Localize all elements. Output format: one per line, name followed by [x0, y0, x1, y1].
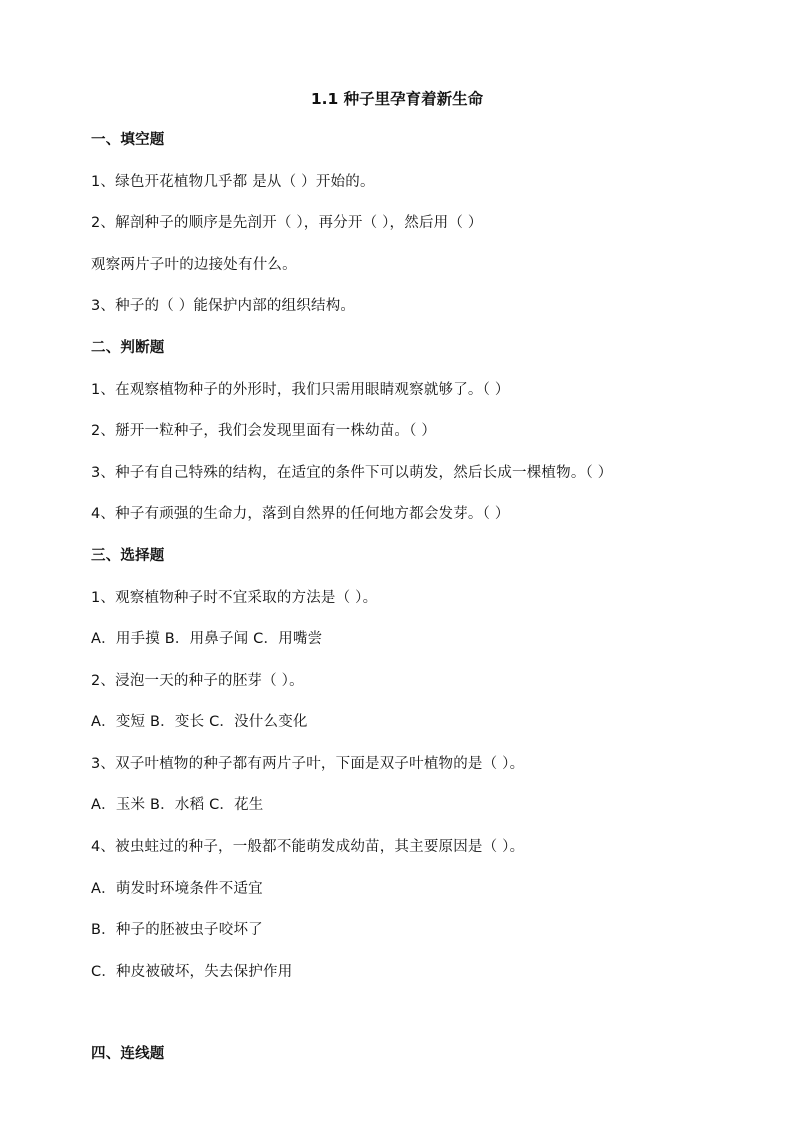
fill-blank-question-2: 2、解剖种子的顺序是先剖开（ ），再分开（ ），然后用（ ）	[91, 215, 483, 231]
choice-question-3: 3、双子叶植物的种子都有两片子叶，下面是双子叶植物的是（ ）。	[91, 756, 525, 772]
section-heading-matching: 四、连线题	[91, 1046, 165, 1062]
choice-question-3-options: A．玉米 B．水稻 C．花生	[91, 797, 264, 813]
choice-question-4-option-b: B．种子的胚被虫子咬坏了	[91, 922, 263, 938]
section-heading-true-false: 二、判断题	[91, 340, 165, 356]
choice-question-4-option-a: A．萌发时环境条件不适宜	[91, 881, 263, 897]
true-false-question-3: 3、种子有自己特殊的结构，在适宜的条件下可以萌发，然后长成一棵植物。（ ）	[91, 465, 613, 481]
choice-question-1-options: A．用手摸 B．用鼻子闻 C．用嘴尝	[91, 631, 323, 647]
page-title: 1.1 种子里孕育着新生命	[310, 90, 484, 108]
true-false-question-2: 2、掰开一粒种子，我们会发现里面有一株幼苗。（ ）	[91, 423, 437, 439]
choice-question-1: 1、观察植物种子时不宜采取的方法是（ ）。	[91, 590, 378, 606]
choice-question-2-options: A．变短 B．变长 C．没什么变化	[91, 714, 308, 730]
true-false-question-1: 1、在观察植物种子的外形时，我们只需用眼睛观察就够了。（ ）	[91, 382, 510, 398]
choice-question-4: 4、被虫蛀过的种子，一般都不能萌发成幼苗，其主要原因是（ ）。	[91, 839, 525, 855]
true-false-question-4: 4、种子有顽强的生命力，落到自然界的任何地方都会发芽。（ ）	[91, 506, 510, 522]
fill-blank-question-3: 3、种子的（ ）能保护内部的组织结构。	[91, 298, 356, 314]
choice-question-4-option-c: C．种皮被破坏，失去保护作用	[91, 964, 293, 980]
fill-blank-question-2-continued: 观察两片子叶的边接处有什么。	[91, 257, 297, 273]
section-heading-multiple-choice: 三、选择题	[91, 548, 165, 564]
fill-blank-question-1: 1、绿色开花植物几乎都 是从（ ）开始的。	[91, 174, 375, 190]
choice-question-2: 2、浸泡一天的种子的胚芽（ ）。	[91, 673, 304, 689]
section-heading-fill-blank: 一、填空题	[91, 132, 165, 148]
